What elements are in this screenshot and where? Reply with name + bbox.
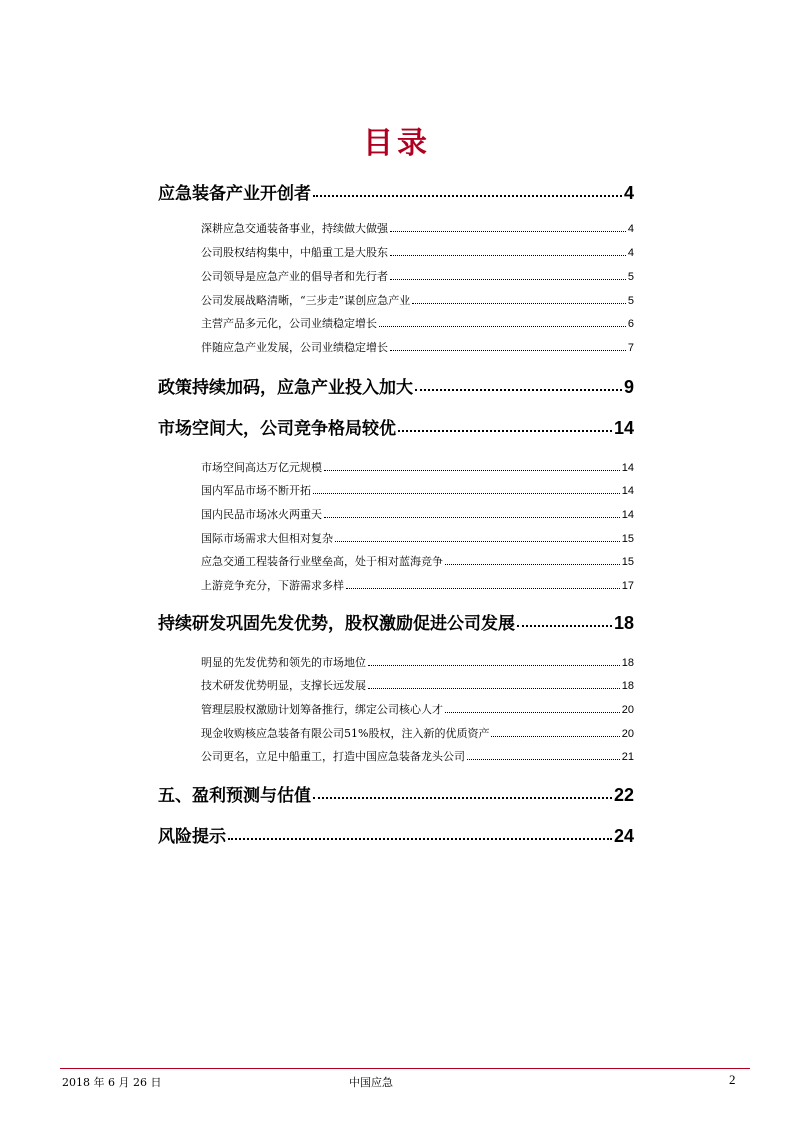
footer-divider <box>60 1068 750 1069</box>
toc-entry-level2[interactable] <box>201 748 634 764</box>
toc-label: 公司更名，立足中船重工，打造中国应急装备龙头公司 <box>201 750 465 763</box>
toc-label: 上游竞争充分，下游需求多样 <box>201 579 344 592</box>
toc-page: 14 <box>621 462 634 474</box>
toc-leader <box>368 665 620 666</box>
toc-leader <box>228 838 612 840</box>
toc-label: 现金收购核应急装备有限公司51%股权，注入新的优质资产 <box>201 727 490 740</box>
toc-page: 24 <box>613 826 634 846</box>
toc-entry-level2[interactable] <box>201 315 634 331</box>
toc-label: 深耕应急交通装备事业，持续做大做强 <box>201 222 388 235</box>
toc-entry-level1[interactable] <box>158 414 634 439</box>
toc-entry-level2[interactable] <box>201 292 634 308</box>
toc-label: 风险提示 <box>158 827 226 847</box>
toc-page: 18 <box>613 613 634 633</box>
toc-leader <box>335 541 620 542</box>
toc-leader <box>398 430 612 432</box>
toc-page: 4 <box>623 183 634 203</box>
toc-page: 5 <box>627 271 634 283</box>
toc-label: 政策持续加码，应急产业投入加大 <box>158 378 413 398</box>
toc-leader <box>390 255 626 256</box>
toc-label: 明显的先发优势和领先的市场地位 <box>201 656 366 669</box>
toc-label: 持续研发巩固先发优势，股权激励促进公司发展 <box>158 614 515 634</box>
toc-leader <box>390 279 626 280</box>
toc-page: 5 <box>627 295 634 307</box>
toc-leader <box>467 759 620 760</box>
toc-leader <box>379 326 626 327</box>
toc-label: 伴随应急产业发展，公司业绩稳定增长 <box>201 341 388 354</box>
footer-company: 中国应急 <box>349 1076 393 1089</box>
toc-entry-level2[interactable] <box>201 459 634 475</box>
toc-entry-level2[interactable] <box>201 220 634 236</box>
toc-label: 公司发展战略清晰，“三步走”谋创应急产业 <box>201 294 411 307</box>
toc-leader <box>346 588 620 589</box>
toc-leader <box>445 712 620 713</box>
toc-label: 公司股权结构集中，中船重工是大股东 <box>201 246 388 259</box>
toc-leader <box>324 470 620 471</box>
toc-leader <box>390 350 626 351</box>
toc-page: 20 <box>621 728 634 740</box>
toc-entry-level2[interactable] <box>201 553 634 569</box>
toc-entry-level2[interactable] <box>201 654 634 670</box>
toc-page: 15 <box>621 533 634 545</box>
toc-label: 公司领导是应急产业的倡导者和先行者 <box>201 270 388 283</box>
toc-page: 18 <box>621 657 634 669</box>
toc-page: 4 <box>627 223 634 235</box>
toc-label: 市场空间高达万亿元规模 <box>201 461 322 474</box>
toc-label: 市场空间大，公司竞争格局较优 <box>158 419 396 439</box>
toc-leader <box>313 797 612 799</box>
toc-page: 9 <box>623 377 634 397</box>
toc-label: 五、盈利预测与估值 <box>158 786 311 806</box>
toc-entry-level2[interactable] <box>201 506 634 522</box>
toc-page: 22 <box>613 785 634 805</box>
toc-label: 主营产品多元化，公司业绩稳定增长 <box>201 317 377 330</box>
toc-entry-level1[interactable] <box>158 179 634 204</box>
toc-label: 应急交通工程装备行业壁垒高，处于相对蓝海竞争 <box>201 555 443 568</box>
footer-date: 2018 年 6 月 26 日 <box>62 1076 162 1089</box>
toc-page: 4 <box>627 247 634 259</box>
toc-page: 20 <box>621 704 634 716</box>
toc-entry-level1[interactable] <box>158 781 634 806</box>
toc-entry-level2[interactable] <box>201 339 634 355</box>
toc-label: 国内军品市场不断开拓 <box>201 484 311 497</box>
toc-label: 管理层股权激励计划筹备推行，绑定公司核心人才 <box>201 703 443 716</box>
toc-leader <box>491 736 619 737</box>
toc-leader <box>313 493 620 494</box>
toc-entry-level2[interactable] <box>201 268 634 284</box>
toc-page: 14 <box>621 485 634 497</box>
toc-entry-level2[interactable] <box>201 725 634 741</box>
toc-label: 国际市场需求大但相对复杂 <box>201 532 333 545</box>
toc-leader <box>412 303 626 304</box>
page-title: 目录 <box>363 126 431 161</box>
toc-entry-level2[interactable] <box>201 677 634 693</box>
toc-entry-level2[interactable] <box>201 482 634 498</box>
toc-entry-level2[interactable] <box>201 577 634 593</box>
toc-entry-level2[interactable] <box>201 244 634 260</box>
toc-page: 17 <box>621 580 634 592</box>
footer-page-number: 2 <box>729 1072 736 1087</box>
toc-page: 21 <box>621 751 634 763</box>
toc-label: 国内民品市场冰火两重天 <box>201 508 322 521</box>
toc-label: 技术研发优势明显，支撑长远发展 <box>201 679 366 692</box>
toc-entry-level2[interactable] <box>201 530 634 546</box>
toc-label: 应急装备产业开创者 <box>158 184 311 204</box>
toc-entry-level1[interactable] <box>158 609 634 634</box>
toc-entry-level2[interactable] <box>201 701 634 717</box>
toc-leader <box>517 625 612 627</box>
toc-leader <box>313 195 622 197</box>
toc-entry-level1[interactable] <box>158 373 634 398</box>
toc-page: 6 <box>627 318 634 330</box>
toc-page: 7 <box>627 342 634 354</box>
toc-page: 18 <box>621 680 634 692</box>
toc-page: 15 <box>621 556 634 568</box>
toc-leader <box>324 517 620 518</box>
toc-leader <box>390 231 626 232</box>
toc-leader <box>368 688 620 689</box>
toc-page: 14 <box>621 509 634 521</box>
toc-page: 14 <box>613 418 634 438</box>
toc-entry-level1[interactable] <box>158 822 634 847</box>
toc-leader <box>445 564 620 565</box>
toc-leader <box>415 389 622 391</box>
